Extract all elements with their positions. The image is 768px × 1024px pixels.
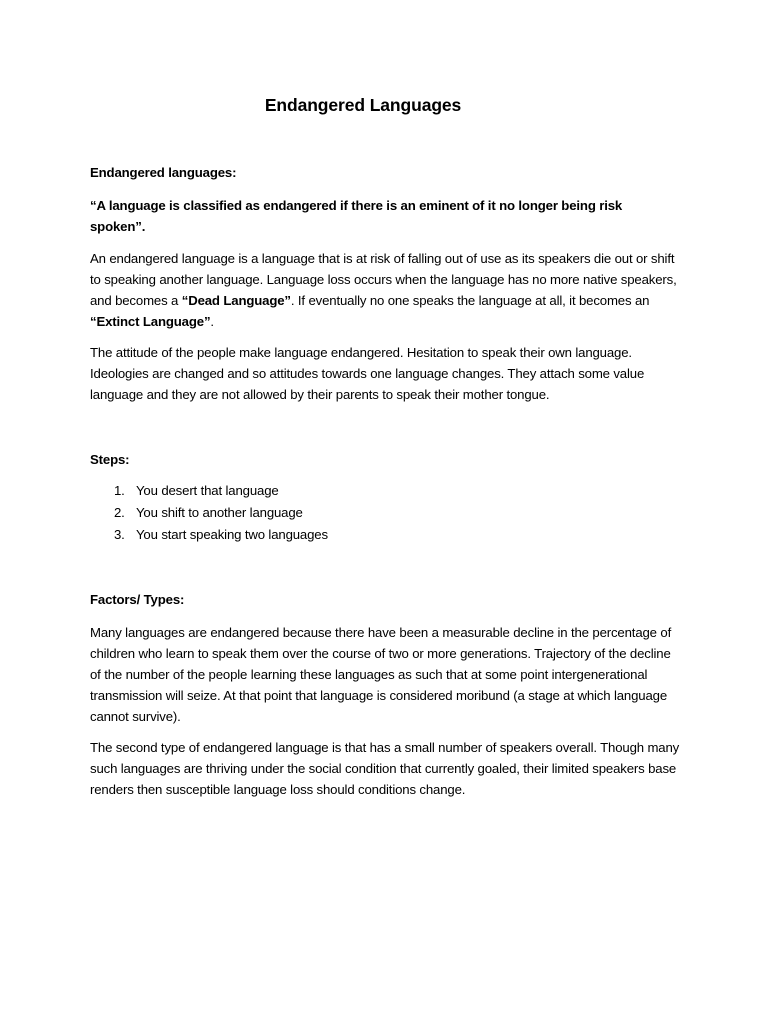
list-item-text: You shift to another language [136,505,303,520]
list-item [114,502,682,524]
list-item-number: 1. [114,483,125,498]
section-heading-endangered: Endangered languages: [90,165,237,180]
paragraph-factors-decline: Many languages are endangered because there have been a measurable decline in the percentage of children who learn to speak them over the course of two or more generations. Trajectory of the decline of the number of the people learning these languages as such that at some point intergenerational transmission will seize. At that point that language is considered moribund (a stage at which language cannot survive). [90,625,672,724]
steps-list [90,480,682,546]
paragraph-text: . If eventually no one speaks the language at all, it becomes an [290,293,650,308]
list-item-text: You start speaking two languages [136,527,328,542]
bold-term-extinct-language: “Extinct Language” [90,314,211,329]
list-item-text: You desert that language [136,483,279,498]
paragraph-factors-small-number: The second type of endangered language is that has a small number of speakers overall. Though many such languages are thriving under the social condition that currently goaled, their limited speakers base renders then susceptible language loss should conditions change. [90,740,680,797]
paragraph-text: An endangered language is a language that is at risk of falling out of use as its speakers die out or shift to speaking another language. Language loss occurs when the language has no more native speakers, and becomes a [90,251,677,308]
paragraph-definition [90,248,682,332]
list-item [114,524,682,546]
document-title: Endangered Languages [264,95,462,115]
list-item [114,480,682,502]
paragraph-attitude: The attitude of the people make language endangered. Hesitation to speak their own language. Ideologies are changed and so attitudes towards one language changes. They attach some value language and they are not allowed by their parents to speak their mother tongue. [90,345,645,402]
list-item-number: 3. [114,527,125,542]
list-item-number: 2. [114,505,125,520]
paragraph-text: . [210,314,214,329]
definition-quote: “A language is classified as endangered if there is an eminent of it no longer being risk spoken”. [90,198,623,234]
section-heading-steps: Steps: [90,452,130,467]
document-body [90,162,682,800]
section-heading-factors: Factors/ Types: [90,592,185,607]
bold-term-dead-language: “Dead Language” [181,293,291,308]
